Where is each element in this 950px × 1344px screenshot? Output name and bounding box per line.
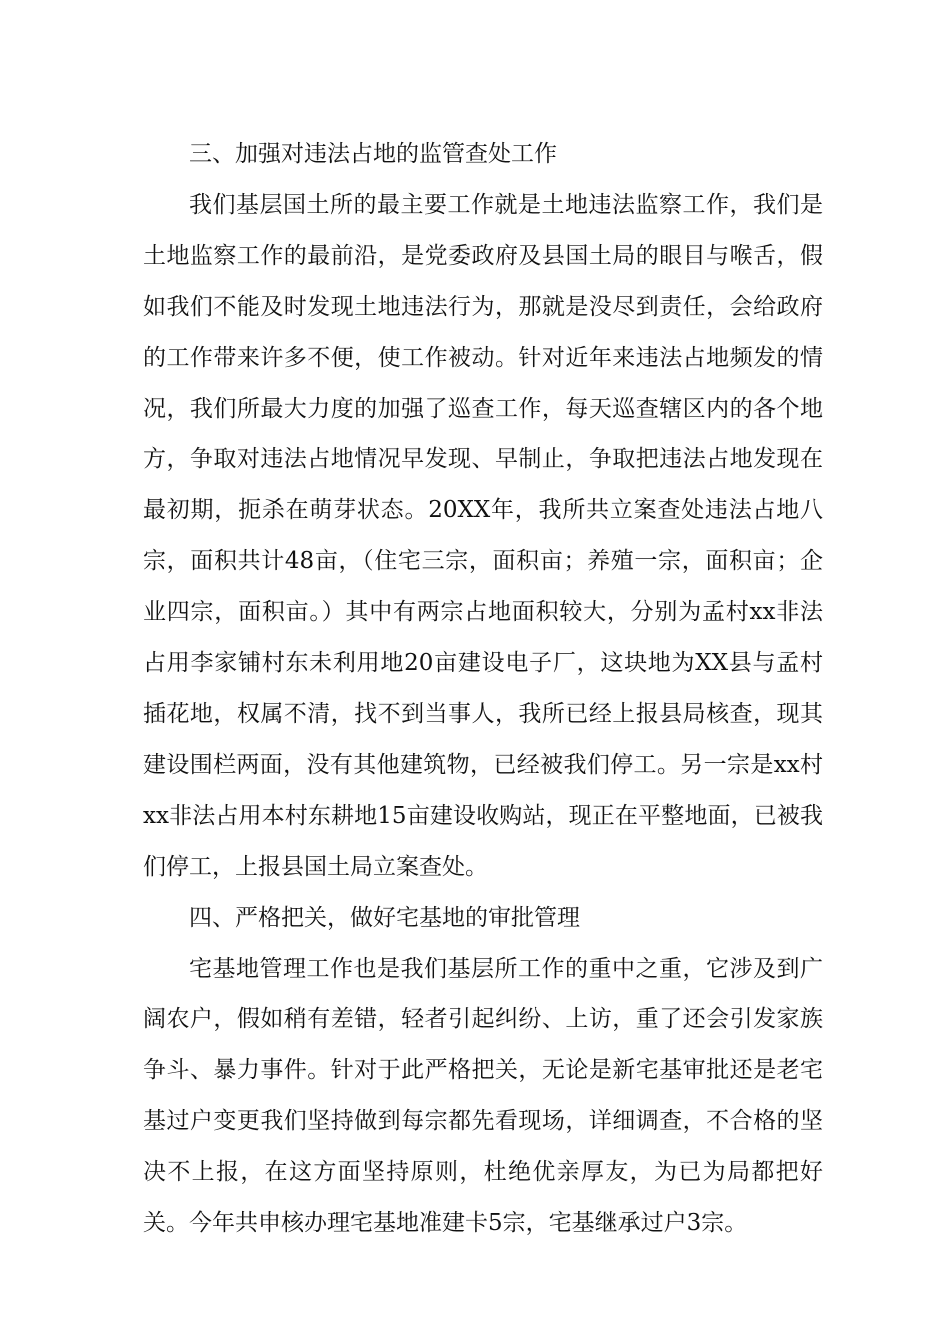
paragraph-homestead-management: 宅基地管理工作也是我们基层所工作的重中之重，它涉及到广阔农户，假如稍有差错，轻者引起纠纷、上访，重了还会引发家族争斗、暴力事件。针对于此严格把关，无论是新宅基审批还是老宅基过户变更我们坚持做到每宗都先看现场，详细调查，不合格的坚决不上报，在这方面坚持原则，杜绝优亲厚友，为已为局都把好关。今年共申核办理宅基地准建卡5宗，宅基继承过户3宗。 — [143, 955, 823, 1237]
section-heading-3: 三、加强对违法占地的监管查处工作 — [189, 141, 557, 167]
paragraph-illegal-land-supervision: 我们基层国土所的最主要工作就是土地违法监察工作，我们是土地监察工作的最前沿，是党委政府及县国土局的眼目与喉舌，假如我们不能及时发现土地违法行为，那就是没尽到责任，会给政府的工作带来许多不便，使工作被动。针对近年来违法占地频发的情况，我们所最大力度的加强了巡查工作，每天巡查辖区内的各个地方，争取对违法占地情况早发现、早制止，争取把违法占地发现在最初期，扼杀在萌芽状态。20XX年，我所共立案查处违法占地八宗，面积共计48亩，（住宅三宗，面积亩；养殖一宗，面积亩；企业四宗，面积亩。）其中有两宗占地面积较大，分别为孟村xx非法占用李家铺村东未利用地20亩建设电子厂，这块地为XX县与孟村插花地，权属不清，找不到当事人，我所已经上报县局核查，现其建设围栏两面，没有其他建筑物，已经被我们停工。另一宗是xx村xx非法占用本村东耕地15亩建设收购站，现正在平整地面，已被我们停工，上报县国土局立案查处。 — [143, 191, 823, 880]
document-body — [143, 129, 823, 1249]
section-heading-4: 四、严格把关，做好宅基地的审批管理 — [189, 904, 580, 931]
